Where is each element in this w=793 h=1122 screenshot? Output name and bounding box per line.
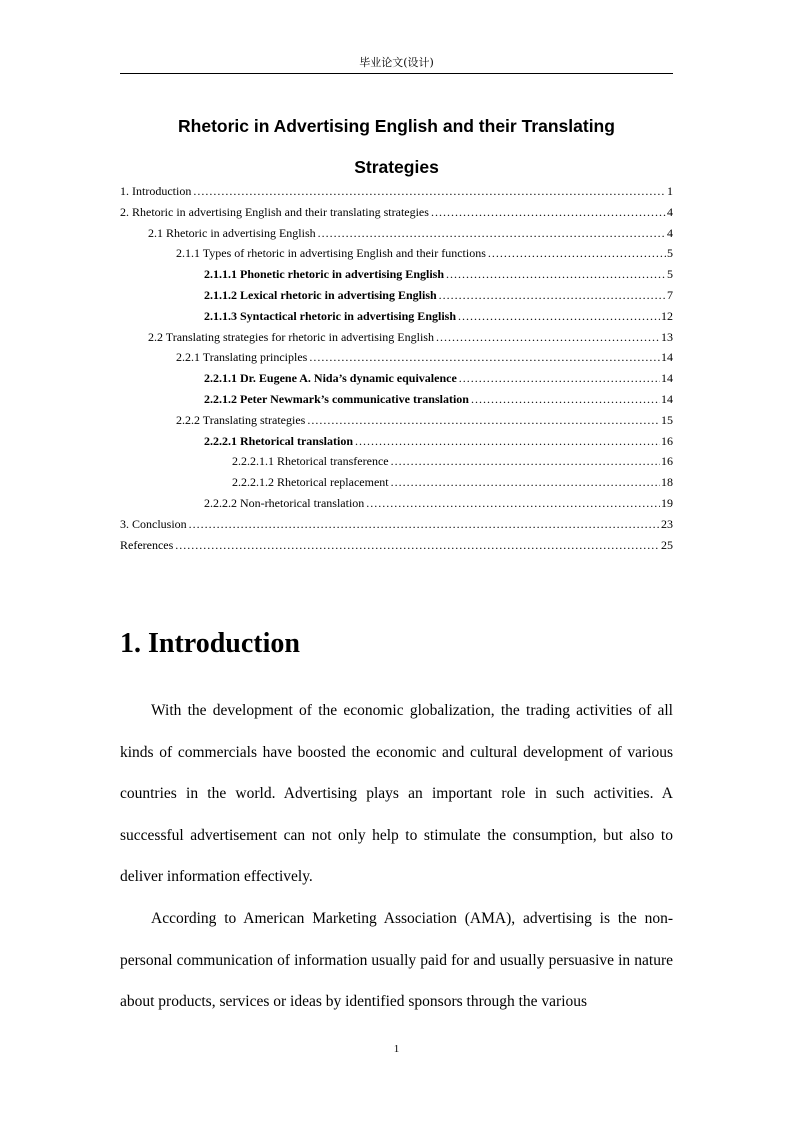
toc-entry-page: 16 [661,454,673,469]
document-title-line-2: Strategies [354,157,439,177]
toc-entry[interactable] [120,451,673,472]
toc-entry-title: 2.2.2.1.1 Rhetorical transference [232,454,389,469]
toc-entry-page: 14 [661,391,673,406]
toc-entry-title: 1. Introduction [120,184,192,198]
toc-entry-title: 2.1 Rhetoric in advertising English [148,225,316,240]
toc-entry-title: 2.2.2.1.2 Rhetorical replacement [232,475,389,490]
toc-entry-title: 2.2.2.2 Non-rhetorical translation [204,495,365,510]
toc-entry-page: 1 [667,184,673,198]
toc-entry-page: 15 [661,412,673,427]
toc-entry-title: 2.2.1.2 Peter Newmark’s communicative translation [204,391,469,406]
toc-entry[interactable] [120,514,673,535]
toc-entry-page: 4 [667,225,673,240]
toc-dot-leader [175,535,660,556]
toc-entry-page: 25 [661,537,673,552]
toc-entry-page: 12 [661,308,673,323]
toc-dot-leader [318,223,666,244]
toc-entry-page: 5 [667,246,673,261]
toc-entry-title: 2.2.2.1 Rhetorical translation [204,433,353,448]
toc-dot-leader [436,327,660,348]
toc-dot-leader [391,472,660,493]
toc-entry[interactable] [120,535,673,556]
toc-dot-leader [189,514,660,535]
toc-entry[interactable] [120,410,673,431]
toc-dot-leader [458,306,660,327]
toc-entry[interactable] [120,264,673,285]
toc-entry-page: 7 [667,287,673,302]
toc-entry-title: 3. Conclusion [120,516,187,531]
toc-entry-page: 18 [661,475,673,490]
toc-entry[interactable] [120,327,673,348]
toc-entry-title: 2.2 Translating strategies for rhetoric in advertising English [148,329,434,344]
toc-entry-title: References [120,537,174,552]
toc-dot-leader [459,368,660,389]
toc-entry[interactable] [120,472,673,493]
toc-dot-leader [307,410,660,431]
toc-entry-title: 2.1.1 Types of rhetoric in advertising English and their functions [176,246,486,261]
toc-dot-leader [446,264,666,285]
toc-dot-leader [431,202,666,223]
document-title-line-1: Rhetoric in Advertising English and their Translating [178,116,615,136]
toc-dot-leader [355,431,660,452]
toc-dot-leader [309,347,660,368]
toc-entry-title: 2.1.1.2 Lexical rhetoric in advertising English [204,287,437,302]
toc-entry-page: 14 [661,371,673,386]
section-body [120,690,673,1023]
toc-entry-page: 23 [661,516,673,531]
toc-entry-title: 2.1.1.3 Syntactical rhetoric in advertising English [204,308,456,323]
page-number: 1 [393,1043,400,1055]
table-of-contents [120,181,673,555]
toc-entry-page: 14 [661,350,673,365]
toc-entry-title: 2.2.2 Translating strategies [176,412,306,427]
toc-entry[interactable] [120,223,673,244]
toc-entry[interactable] [120,243,673,264]
toc-dot-leader [488,243,666,264]
toc-entry[interactable] [120,181,673,202]
toc-entry-page: 5 [667,267,673,282]
toc-entry-page: 13 [661,329,673,344]
toc-entry[interactable] [120,202,673,223]
toc-dot-leader [366,493,660,514]
toc-entry[interactable] [120,368,673,389]
toc-entry-title: 2.1.1.1 Phonetic rhetoric in advertising English [204,267,444,282]
document-title [120,106,673,188]
toc-dot-leader [193,181,666,202]
toc-entry[interactable] [120,285,673,306]
toc-entry[interactable] [120,493,673,514]
toc-entry[interactable] [120,389,673,410]
toc-entry-title: 2.2.1 Translating principles [176,350,308,365]
toc-entry[interactable] [120,347,673,368]
toc-entry-title: 2. Rhetoric in advertising English and their translating strategies [120,204,429,219]
toc-entry-page: 16 [661,433,673,448]
toc-entry-title: 2.2.1.1 Dr. Eugene A. Nida’s dynamic equivalence [204,371,457,386]
paragraph: According to American Marketing Association (AMA), advertising is the non-personal communication of information usually paid for and usually persuasive in nature about products, services or ideas by identified sponsors through the various [120,909,673,1011]
toc-entry-page: 4 [667,204,673,219]
toc-entry[interactable] [120,306,673,327]
running-header: 毕业论文(设计) [120,56,673,74]
toc-dot-leader [439,285,666,306]
section-heading: 1. Introduction [120,628,300,659]
toc-dot-leader [391,451,660,472]
paragraph: With the development of the economic globalization, the trading activities of all kinds of commercials have boosted the economic and cultural development of various countries in the world. Advertising plays an important role in such activities. A successful advertisement can not only help to stimulate the consumption, but also to deliver information effectively. [120,702,673,886]
toc-dot-leader [471,389,660,410]
toc-entry[interactable] [120,431,673,452]
toc-entry-page: 19 [661,495,673,510]
